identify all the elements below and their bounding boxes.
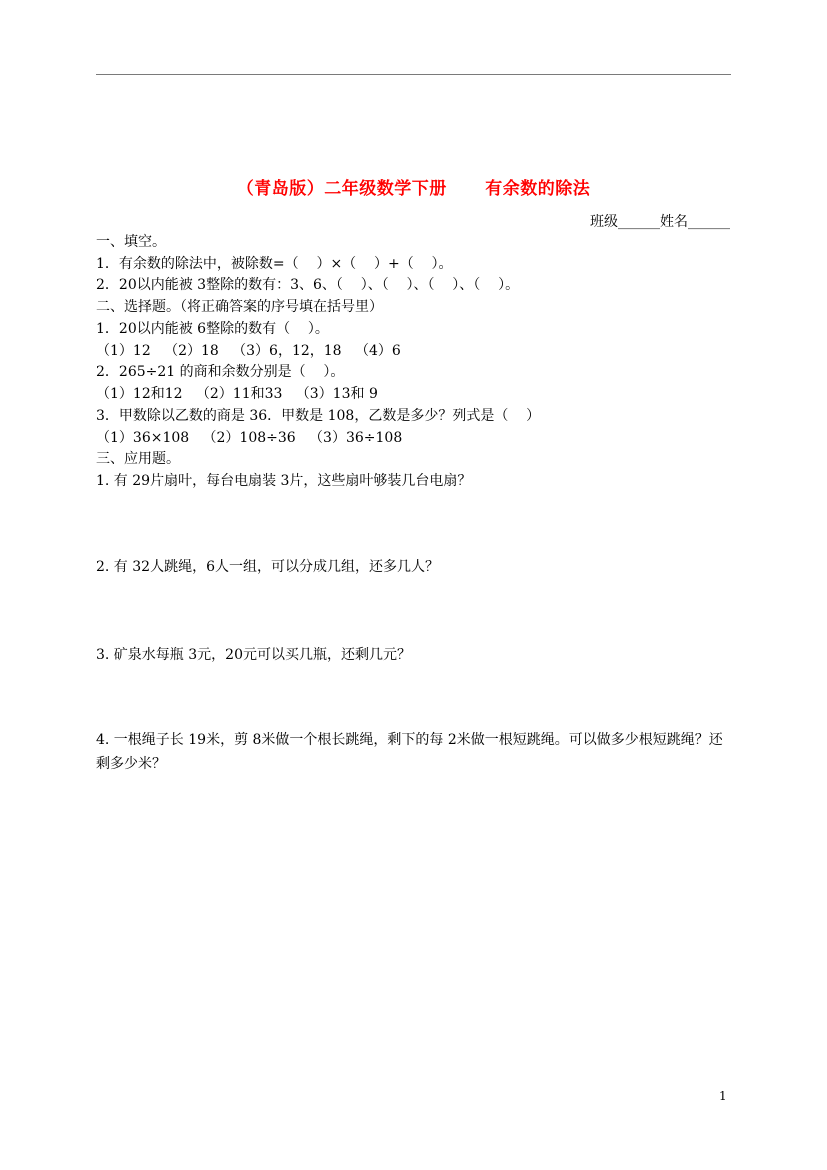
word-problem-3: 3. 矿泉水每瓶 3元，20元可以买几瓶，还剩几元？ bbox=[96, 647, 411, 663]
word-problem-1: 1. 有 29片扇叶，每台电扇装 3片，这些扇叶够装几台电扇？ bbox=[96, 473, 472, 489]
fill-blank-question-1: 1．有余数的除法中，被除数=（ ）×（ ）+（ ）。 bbox=[96, 256, 453, 272]
choice-question-2: 2．265÷21 的商和余数分别是（ ）。 bbox=[96, 364, 345, 380]
choice-question-3-options: （1）36×108 （2）108÷36 （3）36÷108 bbox=[96, 430, 403, 446]
word-problem-2: 2. 有 32人跳绳，6人一组，可以分成几组，还多几人？ bbox=[96, 559, 439, 575]
choice-question-2-options: （1）12和12 （2）11和33 （3）13和 9 bbox=[96, 386, 378, 402]
section-2-heading: 二、选择题。（将正确答案的序号填在括号里） bbox=[96, 299, 383, 315]
document-title: （青岛版）二年级数学下册 有余数的除法 bbox=[236, 179, 591, 199]
choice-question-1-options: （1）12 （2）18 （3）6，12，18 （4）6 bbox=[96, 343, 401, 359]
section-3-heading: 三、应用题。 bbox=[96, 451, 180, 467]
header-rule bbox=[96, 74, 731, 75]
section-1-heading: 一、填空。 bbox=[96, 234, 166, 250]
choice-question-1: 1．20以内能被 6整除的数有（ ）。 bbox=[96, 321, 329, 337]
choice-question-3: 3．甲数除以乙数的商是 36．甲数是 108，乙数是多少？列式是（ ） bbox=[96, 408, 541, 424]
class-name-line: 班级______姓名______ bbox=[590, 214, 730, 230]
fill-blank-question-2: 2．20以内能被 3整除的数有：3、6、（ ）、（ ）、（ ）、（ ）。 bbox=[96, 277, 520, 293]
page-number: 1 bbox=[719, 1089, 727, 1103]
word-problem-4: 4. 一根绳子长 19米，剪 8米做一个根长跳绳，剩下的每 2米做一根短跳绳。可以做多少根短跳绳？还剩多少米？ bbox=[96, 732, 723, 772]
